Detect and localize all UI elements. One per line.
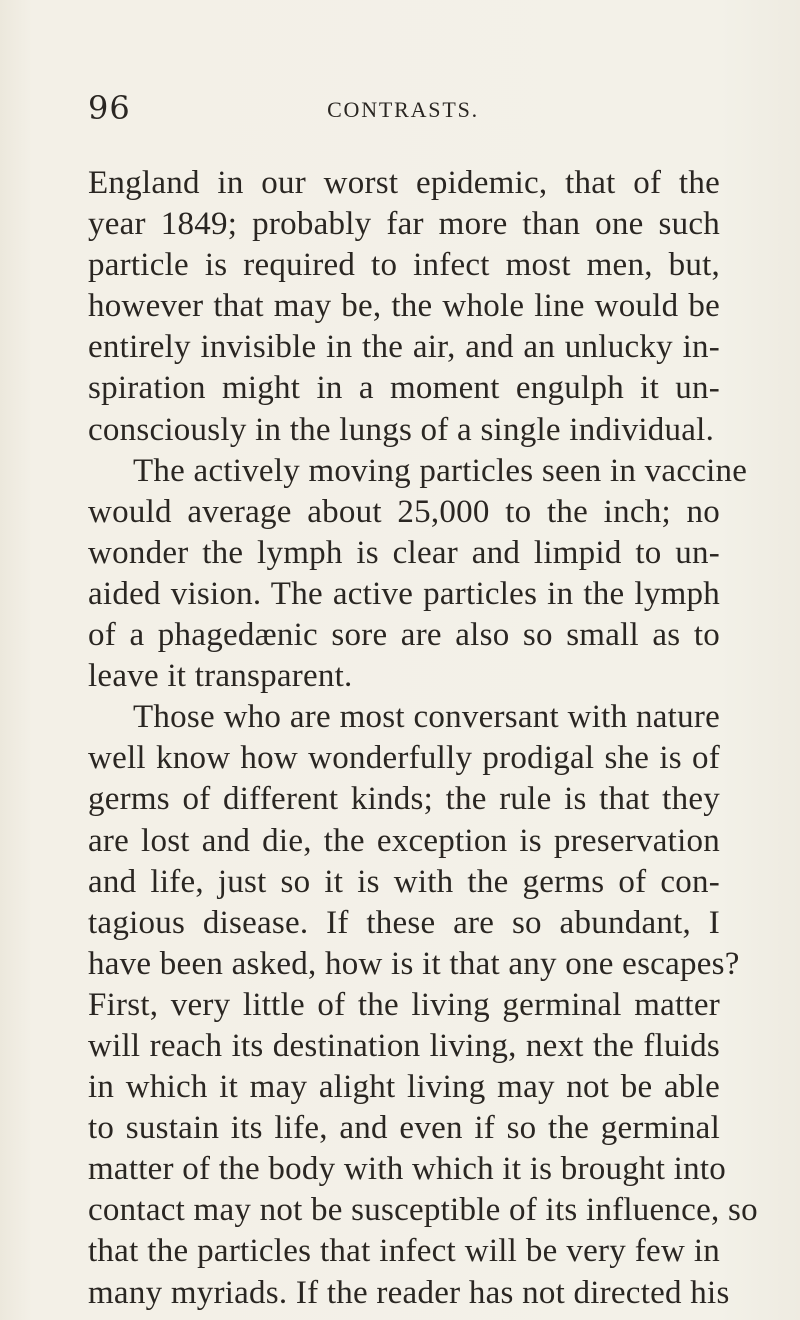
text-line: to sustain its life, and even if so the germinal	[88, 1110, 720, 1147]
text-line: consciously in the lungs of a single individual.	[88, 411, 715, 448]
text-line: leave it transparent.	[88, 658, 353, 695]
text-line: particle is required to infect most men, but,	[88, 247, 720, 284]
text-line: in which it may alight living may not be able	[88, 1069, 720, 1106]
page-header	[88, 89, 718, 138]
text-line: wonder the lymph is clear and limpid to un-	[88, 534, 720, 571]
text-line: England in our worst epidemic, that of the	[88, 165, 720, 201]
running-head: CONTRASTS.	[327, 97, 479, 122]
text-line: that the particles that infect will be very few in	[88, 1233, 720, 1270]
text-line: germs of different kinds; the rule is that they	[88, 781, 720, 818]
text-line: First, very little of the living germinal matter	[88, 986, 720, 1023]
text-line: would average about 25,000 to the inch; no	[88, 493, 720, 530]
text-line: year 1849; probably far more than one such	[88, 206, 720, 243]
text-line: tagious disease. If these are so abundant, I	[88, 904, 720, 941]
text-line: The actively moving particles seen in vaccine	[133, 452, 748, 489]
body-text	[88, 163, 758, 1314]
text-line: spiration might in a moment engulph it un-	[88, 370, 720, 407]
text-line: matter of the body with which it is brought into	[88, 1151, 727, 1188]
text-line: well know how wonderfully prodigal she is of	[88, 740, 720, 777]
text-line: have been asked, how is it that any one escapes?	[88, 945, 740, 982]
page-number: 96	[88, 89, 131, 127]
text-line: Those who are most conversant with nature	[133, 699, 720, 736]
text-line: many myriads. If the reader has not directed his	[88, 1274, 730, 1311]
text-line: aided vision. The active particles in the lymph	[88, 575, 720, 612]
text-line: however that may be, the whole line would be	[88, 288, 720, 325]
text-line: entirely invisible in the air, and an unlucky in-	[88, 329, 720, 366]
text-line: are lost and die, the exception is preservation	[88, 822, 720, 859]
text-line: will reach its destination living, next the fluids	[88, 1027, 720, 1064]
text-line: of a phagedænic sore are also so small as to	[88, 617, 720, 654]
text-line: contact may not be susceptible of its influence, so	[88, 1192, 758, 1229]
text-line: and life, just so it is with the germs of con-	[88, 863, 720, 900]
